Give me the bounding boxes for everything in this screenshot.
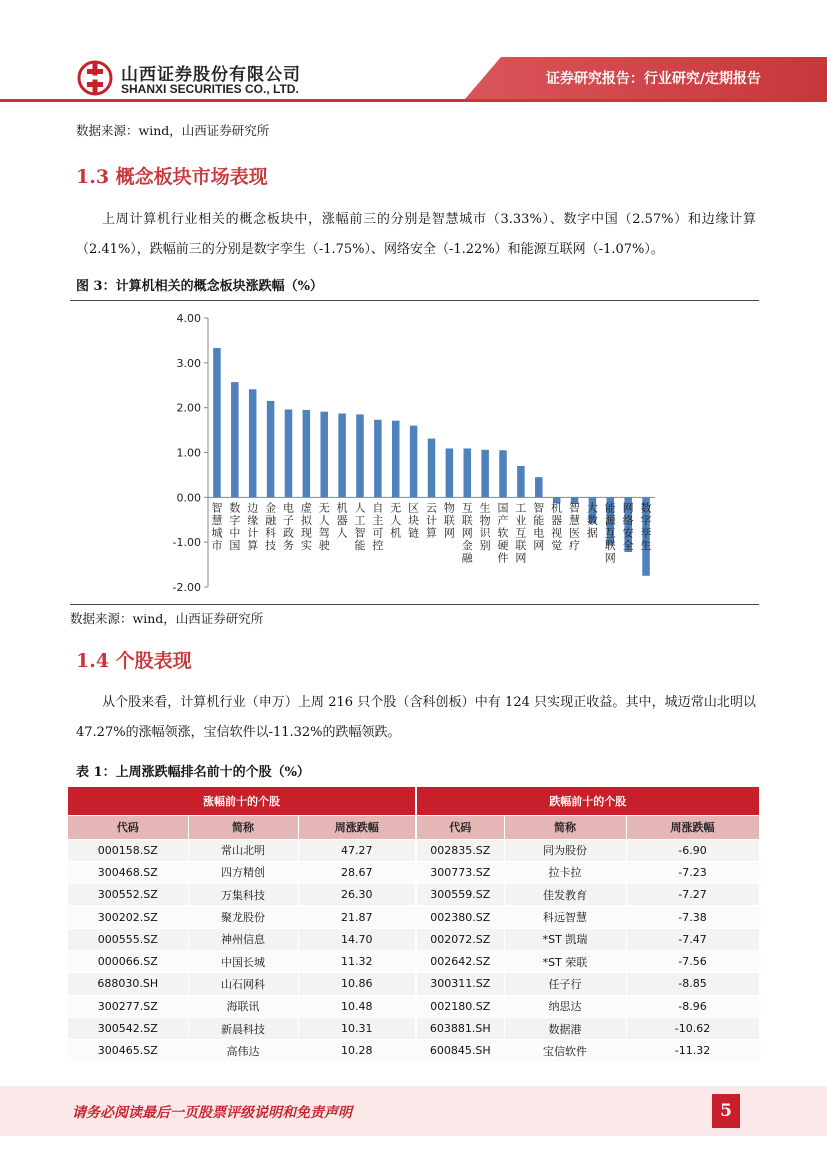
loser-change-cell: -8.85 [626,973,759,995]
gainers-change-header: 周涨跌幅 [298,815,416,839]
table-body [68,839,759,1062]
gainer-code-cell: 300468.SZ [68,861,188,883]
x-tick-label: 边缘计算 [247,501,259,552]
chart-bars [213,348,650,576]
loser-name-cell: 数据港 [504,1017,626,1039]
figure-top-rule [70,300,759,301]
y-tick-label: 4.00 [176,312,201,325]
loser-change-cell: -8.96 [626,995,759,1017]
bar-机器人 [338,413,346,497]
top-movers-table [68,787,760,1062]
y-tick-label: 0.00 [176,491,201,505]
bar-数字中国 [231,382,239,497]
x-tick-label: 工业互联网 [515,501,527,565]
bar-互联网金融 [464,448,472,497]
report-type-label: 证券研究报告：行业研究/定期报告 [545,71,761,87]
gainer-code-cell: 300202.SZ [68,906,188,928]
table-row [68,861,759,883]
x-tick-label: 云计算 [426,501,437,540]
loser-code-cell: 002072.SZ [416,928,504,950]
bar-自主可控 [374,420,382,498]
x-tick-label: 智慧城市 [211,501,223,552]
gainers-group-header: 涨幅前十的个股 [68,787,416,815]
x-tick-label: 机器人 [336,501,348,540]
x-tick-label: 数字中国 [229,501,241,552]
x-tick-label: 国产软硬件 [497,501,509,565]
loser-code-cell: 300311.SZ [416,973,504,995]
loser-code-cell: 600845.SH [416,1040,504,1062]
company-logo [77,58,317,102]
y-tick-label: -2.00 [172,581,201,594]
gainer-code-cell: 300552.SZ [68,884,188,906]
bar-物联网 [446,448,454,497]
bar-工业互联网 [517,466,525,497]
gainer-code-cell: 000158.SZ [68,839,188,861]
section-1-4-paragraph: 从个股来看，计算机行业（申万）上周 216 只个股（含科创板）中有 124 只实现正收益。其中，城迈常山北明以 47.27%的涨幅领涨，宝信软件以-11.32%的跌幅领跌。 [76,695,756,740]
bar-电子政务 [285,409,293,497]
gainer-name-cell: 万集科技 [188,884,298,906]
x-tick-label: 电子政务 [282,501,294,552]
page-footer [0,1086,827,1136]
gainer-change-cell: 10.31 [298,1017,416,1039]
figure-3-data-source: 数据来源：wind，山西证券研究所 [70,611,264,626]
bar-区块链 [410,426,418,498]
loser-name-cell: *ST 凯瑞 [504,928,626,950]
table-row [68,884,759,906]
shanxi-securities-logo-icon [77,58,113,98]
company-name-en: SHANXI SECURITIES CO., LTD. [121,82,299,96]
x-tick-label: 数字孪生 [640,501,652,552]
gainer-name-cell: 高伟达 [188,1040,298,1062]
figure-3-caption: 图 3：计算机相关的概念板块涨跌幅（%） [76,279,323,294]
gainer-name-cell: 海联讯 [188,995,298,1017]
losers-group-header: 跌幅前十的个股 [416,787,759,815]
gainer-name-cell: 神州信息 [188,928,298,950]
gainer-change-cell: 10.48 [298,995,416,1017]
loser-change-cell: -7.23 [626,861,759,883]
x-tick-label: 能源互联网 [604,501,616,565]
gainer-code-cell: 300542.SZ [68,1017,188,1039]
bar-云计算 [428,439,436,498]
gainer-code-cell: 300277.SZ [68,995,188,1017]
table-1-caption: 表 1：上周涨跌幅排名前十的个股（%） [76,765,310,780]
gainer-change-cell: 47.27 [298,839,416,861]
table-row [68,1040,759,1062]
gainer-change-cell: 14.70 [298,928,416,950]
gainer-change-cell: 26.30 [298,884,416,906]
gainer-code-cell: 000555.SZ [68,928,188,950]
gainer-name-cell: 中国长城 [188,950,298,972]
table-row [68,995,759,1017]
y-tick-label: 2.00 [176,401,201,415]
gainer-change-cell: 10.28 [298,1040,416,1062]
bar-智慧城市 [213,348,221,497]
x-tick-label: 无人机 [390,501,402,540]
loser-code-cell: 002835.SZ [416,839,504,861]
gainer-change-cell: 21.87 [298,906,416,928]
header-divider [0,99,827,102]
gainer-change-cell: 11.32 [298,950,416,972]
top-data-source: 数据来源：wind，山西证券研究所 [76,123,270,138]
loser-name-cell: 拉卡拉 [504,861,626,883]
x-tick-label: 物联网 [443,501,455,540]
bar-无人机 [392,421,400,498]
losers-code-header: 代码 [416,815,504,839]
gainer-name-cell: 四方精创 [188,861,298,883]
table-row [68,950,759,972]
disclaimer-notice: 请务必阅读最后一页股票评级说明和免责声明 [72,1105,352,1121]
gainers-code-header: 代码 [68,815,188,839]
x-tick-label: 互联网金融 [461,501,473,565]
gainer-code-cell: 000066.SZ [68,950,188,972]
section-1-4-title: 1.4 个股表现 [76,650,192,672]
loser-change-cell: -7.47 [626,928,759,950]
table-row [68,906,759,928]
y-tick-label: 3.00 [176,356,201,370]
x-tick-label: 无人驾驶 [318,501,330,552]
bar-智能电网 [535,477,543,497]
loser-name-cell: *ST 荣联 [504,950,626,972]
x-tick-label: 智能电网 [533,501,545,552]
bar-金融科技 [267,401,275,497]
loser-name-cell: 科远智慧 [504,906,626,928]
x-tick-label: 人工智能 [354,501,366,552]
x-tick-label: 大数据 [586,501,598,540]
loser-name-cell: 宝信软件 [504,1040,626,1062]
loser-change-cell: -6.90 [626,839,759,861]
section-1-3-paragraph: 上周计算机行业相关的概念板块中，涨幅前三的分别是智慧城市（3.33%）、数字中国（2.57%）和边缘计算（2.41%），跌幅前三的分别是数字孪生（-1.75%）、网络安全（-1.22%）和能源互联网（-1.07%）。 [76,212,756,257]
loser-change-cell: -7.38 [626,906,759,928]
gainer-name-cell: 新晨科技 [188,1017,298,1039]
x-tick-label: 区块链 [408,501,420,540]
y-tick-label: 1.00 [176,446,201,460]
loser-name-cell: 同为股份 [504,839,626,861]
loser-code-cell: 300559.SZ [416,884,504,906]
gainer-code-cell: 688030.SH [68,973,188,995]
x-tick-label: 自主可控 [372,501,384,552]
table-row [68,839,759,861]
bar-生物识别 [481,450,489,498]
losers-change-header: 周涨跌幅 [626,815,759,839]
company-name-cn: 山西证券股份有限公司 [121,65,301,85]
chart-y-tick-labels [173,312,201,594]
loser-code-cell: 300773.SZ [416,861,504,883]
loser-name-cell: 任子行 [504,973,626,995]
y-tick-label: -1.00 [172,536,201,550]
loser-change-cell: -7.27 [626,884,759,906]
gainer-change-cell: 28.67 [298,861,416,883]
table-row [68,973,759,995]
x-tick-label: 机器视觉 [551,501,563,552]
loser-code-cell: 603881.SH [416,1017,504,1039]
loser-name-cell: 纳思达 [504,995,626,1017]
loser-code-cell: 002180.SZ [416,995,504,1017]
gainer-change-cell: 10.86 [298,973,416,995]
loser-change-cell: -10.62 [626,1017,759,1039]
gainer-code-cell: 300465.SZ [68,1040,188,1062]
x-tick-label: 虚拟现实 [300,501,312,552]
loser-code-cell: 002380.SZ [416,906,504,928]
gainers-name-header: 简称 [188,815,298,839]
table-row [68,928,759,950]
table-row [68,1017,759,1039]
gainer-name-cell: 常山北明 [188,839,298,861]
concept-sector-bar-chart [150,305,670,605]
gainer-name-cell: 聚龙股份 [188,906,298,928]
bar-无人驾驶 [320,412,328,498]
x-tick-label: 生物识别 [479,501,491,552]
loser-code-cell: 002642.SZ [416,950,504,972]
bar-人工智能 [356,414,364,497]
gainer-name-cell: 山石网科 [188,973,298,995]
bar-边缘计算 [249,389,257,497]
loser-name-cell: 佳发教育 [504,884,626,906]
loser-change-cell: -7.56 [626,950,759,972]
chart-x-tick-labels [211,500,651,564]
page-header [0,0,827,112]
x-tick-label: 网络安全 [622,501,634,552]
x-tick-label: 智慧医疗 [569,501,581,552]
section-1-3-title: 1.3 概念板块市场表现 [76,166,268,188]
loser-change-cell: -11.32 [626,1040,759,1062]
x-tick-label: 金融科技 [265,501,277,552]
losers-name-header: 简称 [504,815,626,839]
bar-虚拟现实 [303,410,311,497]
bar-国产软硬件 [499,450,507,497]
page-number: 5 [712,1094,740,1128]
figure-bottom-rule [70,604,759,605]
